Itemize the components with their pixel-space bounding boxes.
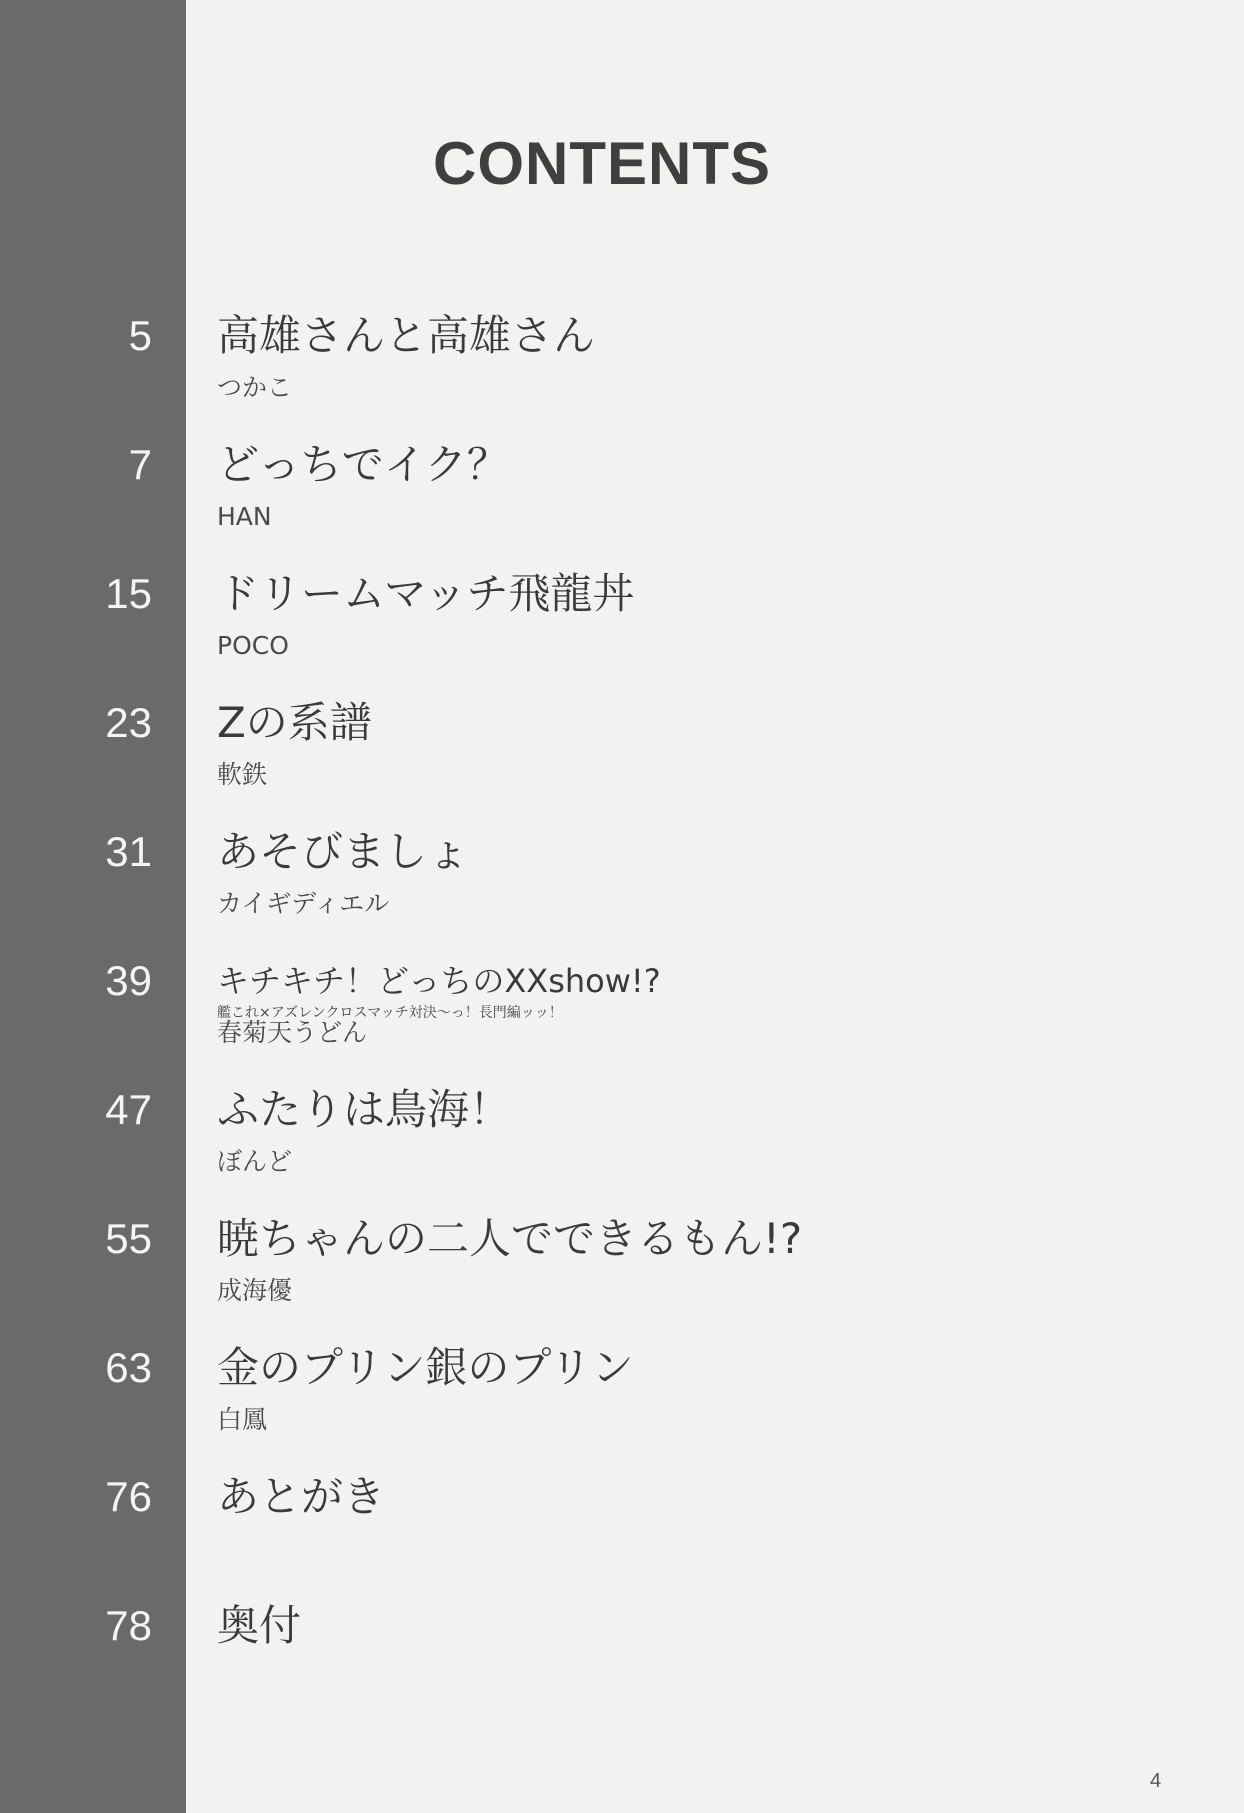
toc-author: HAN	[217, 502, 272, 531]
toc-page-number: 63	[105, 1344, 152, 1391]
toc-page-number: 39	[105, 957, 152, 1004]
toc-author: 成海優	[217, 1276, 293, 1305]
toc-page-number: 55	[105, 1215, 152, 1262]
toc-title[interactable]: あそびましょ	[217, 827, 470, 876]
toc-author: つかこ	[217, 373, 293, 402]
toc-page-number: 7	[128, 441, 152, 488]
toc-entry[interactable]	[0, 1338, 1244, 1458]
toc-page-number: 78	[105, 1602, 152, 1649]
toc-title[interactable]: あとがき	[217, 1472, 386, 1521]
toc-author: 春菊天うどん	[217, 1018, 368, 1047]
toc-title[interactable]: ドリームマッチ飛龍丼	[217, 569, 635, 618]
page-folio-number: 4	[1150, 1770, 1162, 1792]
toc-page-number: 15	[105, 570, 152, 617]
toc-page-number: 5	[128, 312, 152, 359]
toc-author: カイギディエル	[217, 889, 390, 918]
toc-author: ぼんど	[217, 1147, 293, 1176]
toc-entry[interactable]	[0, 693, 1244, 813]
toc-author: 白鳳	[217, 1405, 268, 1434]
toc-entry[interactable]	[0, 951, 1244, 1071]
toc-title[interactable]: ふたりは鳥海！	[217, 1085, 512, 1134]
toc-title[interactable]: 奥付	[217, 1601, 302, 1650]
toc-entry[interactable]	[0, 1080, 1244, 1200]
toc-title[interactable]: どっちでイク？	[217, 440, 509, 489]
toc-page-number: 23	[105, 699, 152, 746]
toc-entry[interactable]	[0, 1209, 1244, 1329]
toc-title[interactable]: 暁ちゃんの二人でできるもん!?	[217, 1214, 803, 1263]
toc-title[interactable]: 高雄さんと高雄さん	[217, 311, 596, 360]
toc-entry[interactable]	[0, 435, 1244, 555]
contents-heading: CONTENTS	[433, 130, 771, 197]
toc-page-number: 47	[105, 1086, 152, 1133]
toc-page-number: 76	[105, 1473, 152, 1520]
toc-entry[interactable]	[0, 1596, 1244, 1716]
toc-author: 軟鉄	[217, 760, 268, 789]
toc-title[interactable]: 金のプリン銀のプリン	[217, 1343, 634, 1392]
toc-author: POCO	[217, 631, 289, 660]
toc-page-number: 31	[105, 828, 152, 875]
toc-subtitle: 艦これ×アズレンクロスマッチ対決〜っ！長門編ッッ！	[217, 1005, 563, 1021]
toc-title[interactable]: Zの系譜	[217, 698, 372, 747]
toc-entry[interactable]	[0, 306, 1244, 426]
toc-entry[interactable]	[0, 564, 1244, 684]
toc-entry[interactable]	[0, 1467, 1244, 1587]
toc-entry[interactable]	[0, 822, 1244, 942]
toc-title[interactable]: キチキチ！どっちのXXshow!?	[217, 962, 661, 1000]
